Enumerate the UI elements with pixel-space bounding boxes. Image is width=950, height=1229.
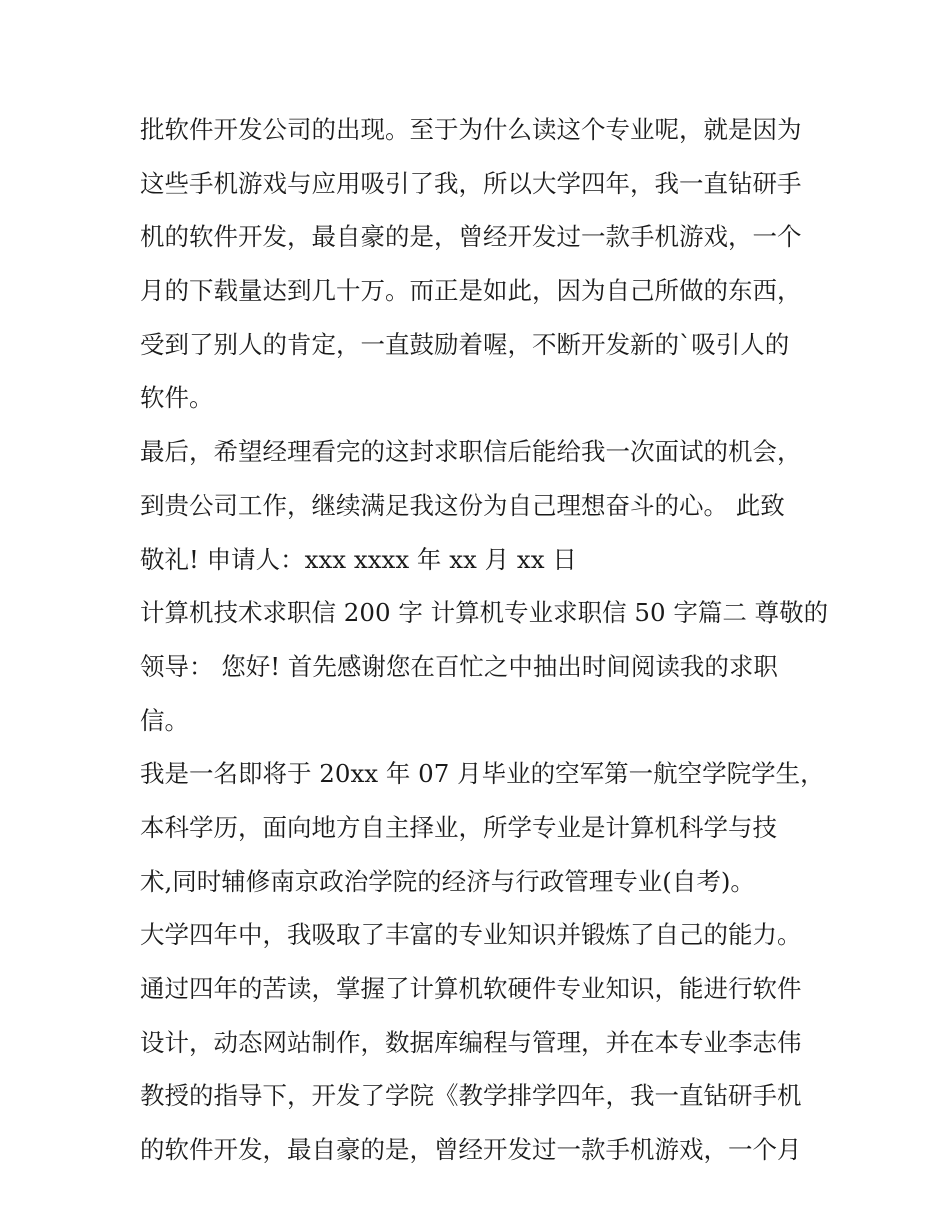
text-line: 通过四年的苦读，掌握了计算机软硬件专业知识，能进行软件 (140, 974, 802, 1003)
document-body (140, 107, 829, 1181)
text-line: 到贵公司工作，继续满足我这份为自己理想奋斗的心。 此致 (140, 490, 785, 520)
text-line: 这些手机游戏与应用吸引了我，所以大学四年，我一直钻研手 (140, 168, 802, 198)
text-line: 软件。 (140, 383, 214, 413)
text-line: 大学四年中，我吸取了丰富的专业知识并锻炼了自己的能力。 (140, 920, 802, 950)
text-line: 机的软件开发，最自豪的是，曾经开发过一款手机游戏，一个 (140, 222, 802, 252)
text-line: 设计，动态网站制作，数据库编程与管理，并在本专业李志伟 (140, 1027, 802, 1057)
text-line: 批软件开发公司的出现。至于为什么读这个专业呢，就是因为 (140, 115, 802, 144)
text-line: 最后，希望经理看完的这封求职信后能给我一次面试的机会， (140, 437, 802, 467)
text-line: 计算机技术求职信 200 字 计算机专业求职信 50 字篇二 尊敬的 (140, 598, 829, 628)
text-line: 月的下载量达到几十万。而正是如此，因为自己所做的东西， (140, 276, 802, 306)
text-line: 术,同时辅修南京政治学院的经济与行政管理专业(自考)。 (140, 866, 755, 896)
text-line: 信。 (140, 705, 189, 735)
text-line: 本科学历，面向地方自主择业，所学专业是计算机科学与技 (140, 812, 777, 842)
text-line: 敬礼! 申请人：xxx xxxx 年 xx 月 xx 日 (140, 544, 577, 574)
text-line: 教授的指导下，开发了学院《教学排学四年，我一直钻研手机 (140, 1081, 802, 1111)
text-line: 受到了别人的肯定，一直鼓励着喔，不断开发新的`吸引人的 (140, 329, 790, 359)
text-line: 我是一名即将于 20xx 年 07 月毕业的空军第一航空学院学生， (140, 759, 825, 789)
text-line: 领导： 您好! 首先感谢您在百忙之中抽出时间阅读我的求职 (140, 651, 778, 681)
text-line: 的软件开发，最自豪的是，曾经开发过一款手机游戏，一个月 (140, 1135, 802, 1165)
